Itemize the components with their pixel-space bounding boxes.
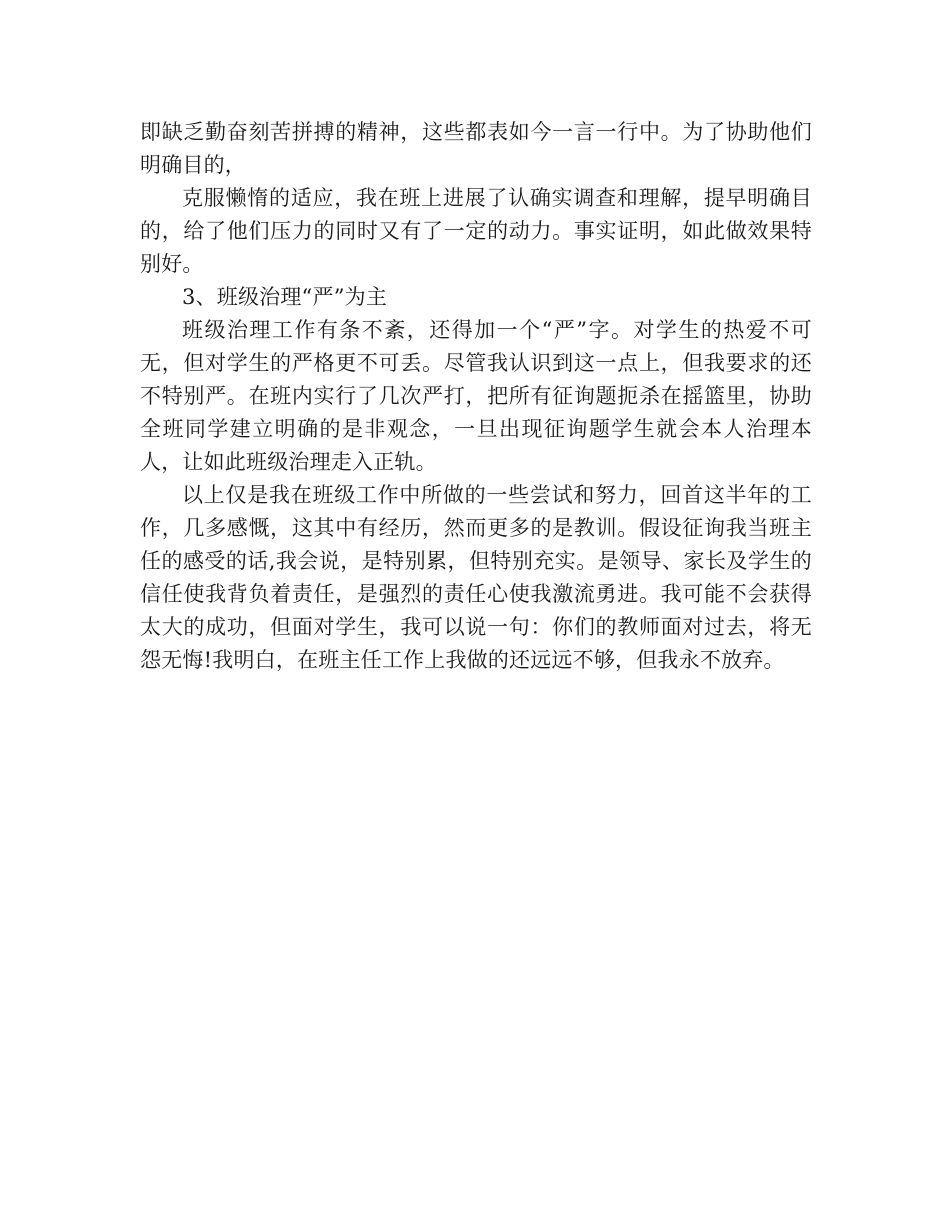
section-heading-3: 3、班级治理“严”为主 bbox=[182, 285, 388, 309]
paragraph-1: 即缺乏勤奋刻苦拼搏的精神，这些都表如今一言一行中。为了协助他们明确目的， bbox=[140, 120, 812, 177]
document-body bbox=[140, 116, 812, 677]
paragraph-4: 班级治理工作有条不紊，还得加一个“严”字。对学生的热爱不可无，但对学生的严格更不可丢。尽管我认识到这一点上，但我要求的还不特别严。在班内实行了几次严打，把所有征询题扼杀在摇篮里，协助全班同学建立明确的是非观念，一旦出现征询题学生就会本人治理本人，让如此班级治理走入正轨。 bbox=[140, 318, 812, 474]
paragraph-5: 以上仅是我在班级工作中所做的一些尝试和努力，回首这半年的工作，几多感慨，这其中有经历，然而更多的是教训。假设征询我当班主任的感受的话,我会说，是特别累，但特别充实。是领导、家长及学生的信任使我背负着责任，是强烈的责任心使我激流勇进。我可能不会获得太大的成功，但面对学生，我可以说一句：你们的教师面对过去，将无怨无悔!我明白，在班主任工作上我做的还远远不够，但我永不放弃。 bbox=[140, 483, 812, 672]
paragraph-2: 克服懒惰的适应，我在班上进展了认确实调查和理解，提早明确目的，给了他们压力的同时又有了一定的动力。事实证明，如此做效果特别好。 bbox=[140, 186, 812, 276]
